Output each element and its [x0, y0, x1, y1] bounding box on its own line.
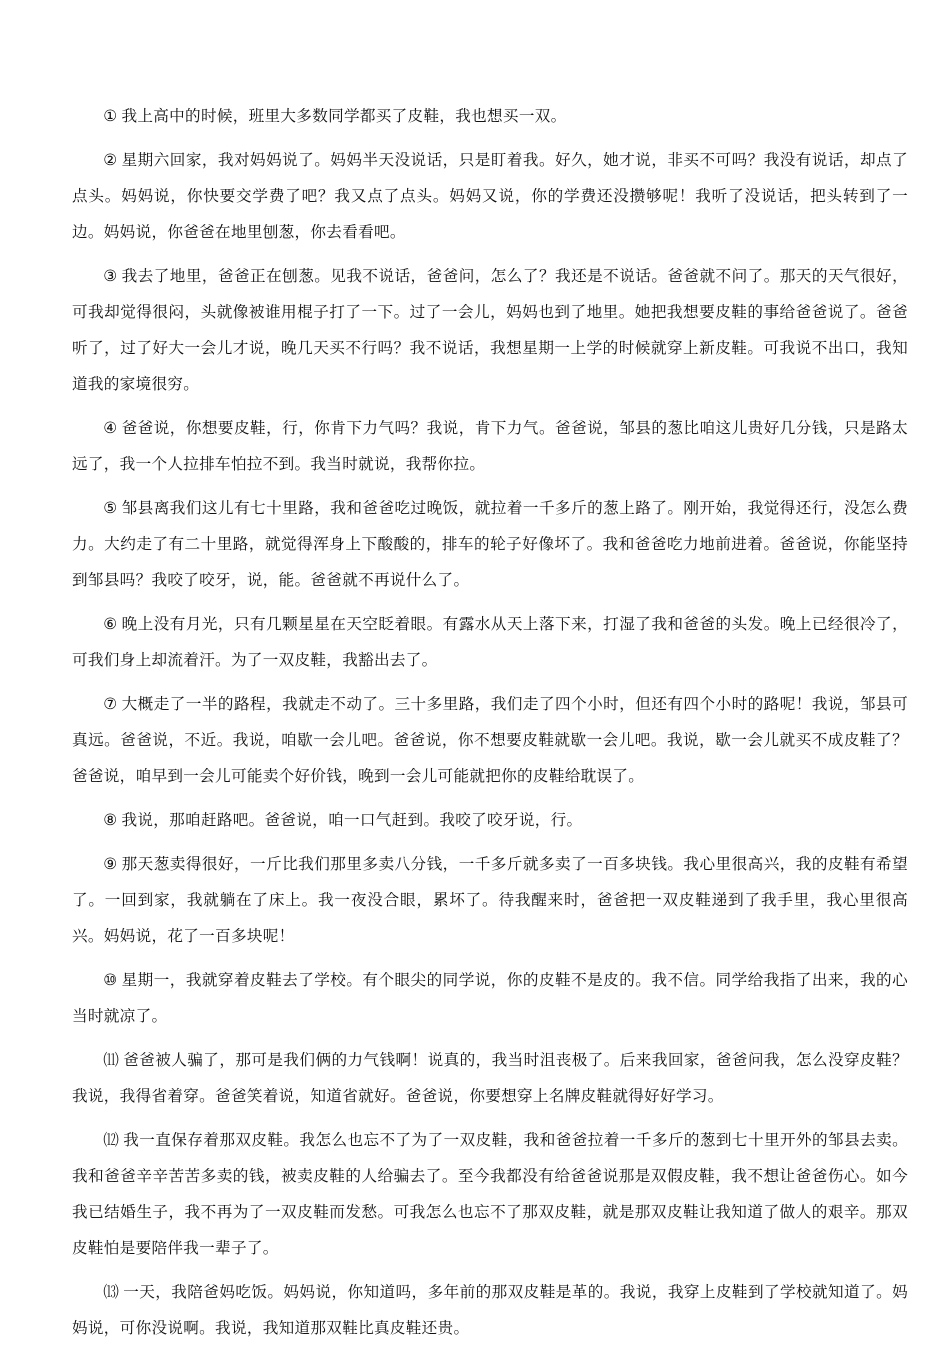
paragraph-13 — [72, 1274, 908, 1346]
paragraph-text: 邹县离我们这儿有七十里路，我和爸爸吃过晚饭，就拉着一千多斤的葱上路了。刚开始，我觉得还行，没怎么费力。大约走了有二十里路，就觉得浑身上下酸酸的，排车的轮子好像坏了。我和爸爸吃力地前进着。爸爸说，你能坚持到邹县吗？我咬了咬牙，说，能。爸爸就不再说什么了。 — [72, 499, 908, 589]
paragraph-text: 那天葱卖得很好，一斤比我们那里多卖八分钱，一千多斤就多卖了一百多块钱。我心里很高兴，我的皮鞋有希望了。一回到家，我就躺在了床上。我一夜没合眼，累坏了。待我醒来时，爸爸把一双皮鞋递到了我手里，我心里很高兴。妈妈说，花了一百多块呢！ — [72, 855, 908, 945]
paragraph-text: 我上高中的时候，班里大多数同学都买了皮鞋，我也想买一双。 — [121, 107, 567, 125]
paragraph-11 — [72, 1042, 908, 1114]
paragraph-5 — [72, 490, 908, 598]
paragraph-number: ⑨ — [103, 855, 118, 873]
paragraph-3 — [72, 258, 908, 402]
paragraph-number: ① — [103, 107, 118, 125]
paragraph-number: ⑧ — [103, 811, 118, 829]
paragraph-2 — [72, 142, 908, 250]
paragraph-10 — [72, 962, 908, 1034]
paragraph-number: ⒀ — [103, 1283, 120, 1301]
paragraph-4 — [72, 410, 908, 482]
paragraph-9 — [72, 846, 908, 954]
paragraph-text: 我一直保存着那双皮鞋。我怎么也忘不了为了一双皮鞋，我和爸爸拉着一千多斤的葱到七十里开外的邹县去卖。我和爸爸辛辛苦苦多卖的钱，被卖皮鞋的人给骗去了。至今我都没有给爸爸说那是双假皮鞋，我不想让爸爸伤心。如今我已结婚生子，我不再为了一双皮鞋而发愁。可我怎么也忘不了那双皮鞋，就是那双皮鞋让我知道了做人的艰辛。那双皮鞋怕是要陪伴我一辈子了。 — [72, 1131, 908, 1257]
paragraph-text: 爸爸说，你想要皮鞋，行，你肯下力气吗？我说，肯下力气。爸爸说，邹县的葱比咱这儿贵好几分钱，只是路太远了，我一个人拉排车怕拉不到。我当时就说，我帮你拉。 — [72, 419, 908, 473]
paragraph-12 — [72, 1122, 908, 1266]
article-body — [72, 98, 908, 1354]
paragraph-text: 星期六回家，我对妈妈说了。妈妈半天没说话，只是盯着我。好久，她才说，非买不可吗？我没有说话，却点了点头。妈妈说，你快要交学费了吧？我又点了点头。妈妈又说，你的学费还没攒够呢！我听了没说话，把头转到了一边。妈妈说，你爸爸在地里刨葱，你去看看吧。 — [72, 151, 908, 241]
paragraph-text: 爸爸被人骗了，那可是我们俩的力气钱啊！说真的，我当时沮丧极了。后来我回家，爸爸问我，怎么没穿皮鞋？我说，我得省着穿。爸爸笑着说，知道省就好。爸爸说，你要想穿上名牌皮鞋就得好好学习。 — [72, 1051, 908, 1105]
paragraph-number: ⑥ — [103, 615, 118, 633]
paragraph-text: 我去了地里，爸爸正在刨葱。见我不说话，爸爸问，怎么了？我还是不说话。爸爸就不问了。那天的天气很好，可我却觉得很闷，头就像被谁用棍子打了一下。过了一会儿，妈妈也到了地里。她把我想要皮鞋的事给爸爸说了。爸爸听了，过了好大一会儿才说，晚几天买不行吗？我不说话，我想星期一上学的时候就穿上新皮鞋。可我说不出口，我知道我的家境很穷。 — [72, 267, 908, 393]
paragraph-number: ⑤ — [103, 499, 118, 517]
paragraph-text: 星期一，我就穿着皮鞋去了学校。有个眼尖的同学说，你的皮鞋不是皮的。我不信。同学给我指了出来，我的心当时就凉了。 — [72, 971, 908, 1025]
paragraph-text: 大概走了一半的路程，我就走不动了。三十多里路，我们走了四个小时，但还有四个小时的路呢！我说，邹县可真远。爸爸说，不近。我说，咱歇一会儿吧。爸爸说，你不想要皮鞋就歇一会儿吧。我说，歇一会儿就买不成皮鞋了？爸爸说，咱早到一会儿可能卖个好价钱，晚到一会儿可能就把你的皮鞋给耽误了。 — [72, 695, 908, 785]
paragraph-6 — [72, 606, 908, 678]
paragraph-number: ⑿ — [103, 1131, 120, 1149]
paragraph-number: ⑩ — [103, 971, 118, 989]
paragraph-number: ③ — [103, 267, 118, 285]
paragraph-number: ④ — [103, 419, 118, 437]
paragraph-8 — [72, 802, 908, 838]
paragraph-1 — [72, 98, 908, 134]
paragraph-text: 我说，那咱赶路吧。爸爸说，咱一口气赶到。我咬了咬牙说，行。 — [121, 811, 583, 829]
paragraph-number: ⑾ — [103, 1051, 120, 1069]
paragraph-number: ② — [103, 151, 118, 169]
paragraph-number: ⑦ — [103, 695, 118, 713]
paragraph-7 — [72, 686, 908, 794]
paragraph-text: 一天，我陪爸妈吃饭。妈妈说，你知道吗，多年前的那双皮鞋是革的。我说，我穿上皮鞋到了学校就知道了。妈妈说，可你没说啊。我说，我知道那双鞋比真皮鞋还贵。 — [72, 1283, 908, 1337]
paragraph-text: 晚上没有月光，只有几颗星星在天空眨着眼。有露水从天上落下来，打湿了我和爸爸的头发。晚上已经很冷了，可我们身上却流着汗。为了一双皮鞋，我豁出去了。 — [72, 615, 908, 669]
